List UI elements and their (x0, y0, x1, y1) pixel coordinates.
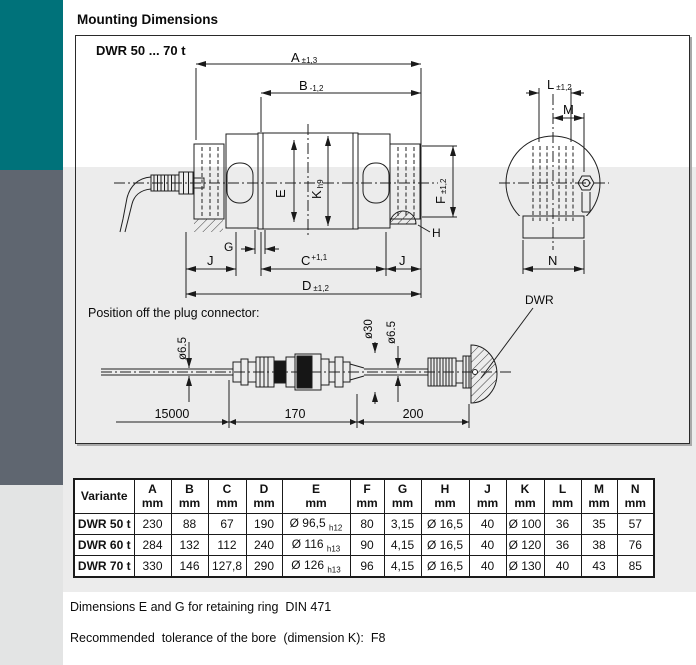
header-label: N (630, 482, 640, 497)
table-row (74, 535, 654, 556)
table-cell: 40 (469, 514, 506, 535)
table-cell: Ø 116 $_{h13}$ (282, 535, 350, 556)
table-cell: 284 (134, 535, 171, 556)
note-bore-tolerance: Recommended tolerance of the bore (dimension K): F8 (70, 631, 386, 645)
table-cell: 127,8 (208, 556, 246, 577)
sidebar-lightgray-block (0, 485, 63, 665)
dim-label-g: G (224, 240, 234, 254)
dim-label-b (299, 78, 324, 93)
header-label: J (484, 482, 491, 497)
col-header-k (506, 479, 544, 514)
dim-l: L (547, 77, 555, 92)
header-unit: mm (624, 495, 646, 510)
header-unit: mm (305, 495, 327, 510)
header-label: C (222, 482, 232, 497)
dim-k: K (309, 190, 324, 199)
side-view (114, 124, 438, 238)
connector-note: Position off the plug connector: (88, 306, 260, 320)
table-cell: 40 (544, 556, 581, 577)
dim-d-tol: ±1,2 (313, 284, 329, 293)
header-unit: mm (216, 495, 238, 510)
table-cell: 230 (134, 514, 171, 535)
table-cell: 57 (617, 514, 654, 535)
table-cell: 190 (246, 514, 282, 535)
dim-plug-length: 170 (284, 407, 306, 421)
header-unit: mm (391, 495, 414, 510)
table-cell: 90 (350, 535, 384, 556)
header-unit: mm (476, 495, 499, 510)
table-cell: 290 (246, 556, 282, 577)
dim-label-c (301, 253, 328, 268)
header-label: M (594, 482, 604, 497)
table-cell: 40 (469, 535, 506, 556)
device-label: DWR (525, 293, 554, 307)
header-label: D (259, 482, 269, 497)
table-cell: 76 (617, 535, 654, 556)
header-unit: mm (253, 495, 275, 510)
drawing-frame (75, 35, 690, 444)
dim-label-f (433, 178, 448, 204)
table-cell: 330 (134, 556, 171, 577)
variant-cell: DWR 70 t (74, 556, 134, 577)
header-unit: mm (141, 495, 164, 510)
table-cell: 4,15 (384, 535, 421, 556)
header-label: F (363, 482, 371, 497)
table-cell: 88 (171, 514, 208, 535)
table-cell: Ø 96,5 $_{h12}$ (282, 514, 350, 535)
dim-plug-dia: ø30 (363, 319, 375, 339)
sidebar-gray-block (0, 170, 63, 485)
table-cell: 96 (350, 556, 384, 577)
dim-label-k (309, 179, 325, 199)
drawing-title: DWR 50 ... 70 t (96, 43, 186, 58)
table-cell: 4,15 (384, 556, 421, 577)
variant-cell: DWR 60 t (74, 535, 134, 556)
col-header-b (171, 479, 208, 514)
table-cell: 36 (544, 514, 581, 535)
dim-c-tol: +1,1 (311, 253, 328, 262)
page-title: Mounting Dimensions (77, 12, 218, 27)
dim-label-j-left: J (207, 253, 214, 268)
dim-l-tol: ±1,2 (556, 83, 572, 92)
dimensions-table (73, 478, 655, 578)
dim-cable-dia: ø6.5 (177, 336, 189, 360)
header-label: E (311, 482, 320, 497)
table-cell: 80 (350, 514, 384, 535)
dim-label-l (547, 77, 572, 92)
header-unit: mm (514, 495, 536, 510)
dim-a: A (291, 50, 300, 65)
table-cell: 240 (246, 535, 282, 556)
dim-d: D (302, 278, 312, 293)
table-cell: 38 (581, 535, 617, 556)
dimensions-table-body (74, 514, 654, 577)
col-header-h (421, 479, 469, 514)
dim-cable-length: 15000 (154, 407, 190, 421)
header-label: G (397, 482, 408, 497)
dim-cable-dia2: ø6.5 (386, 320, 398, 344)
table-cell: Ø 16,5 (421, 514, 469, 535)
col-header-e (282, 479, 350, 514)
table-cell: Ø 16,5 (421, 556, 469, 577)
table-row (74, 556, 654, 577)
dim-f-tol: ±1,2 (439, 178, 448, 195)
table-cell: 36 (544, 535, 581, 556)
table-cell: Ø 130 (506, 556, 544, 577)
dim-label-h: H (432, 226, 441, 240)
col-header-variante (74, 479, 134, 514)
col-header-j (469, 479, 506, 514)
header-label: A (148, 482, 157, 497)
col-header-d (246, 479, 282, 514)
technical-drawing (76, 36, 689, 443)
variant-cell: DWR 50 t (74, 514, 134, 535)
table-cell: 146 (171, 556, 208, 577)
dim-label-n: N (548, 253, 558, 268)
table-cell: 85 (617, 556, 654, 577)
col-header-g (384, 479, 421, 514)
dim-a-tol: ±1,3 (301, 56, 318, 65)
table-cell: Ø 100 (506, 514, 544, 535)
table-cell: 67 (208, 514, 246, 535)
table-cell: Ø 120 (506, 535, 544, 556)
table-cell: 40 (469, 556, 506, 577)
note-retaining-ring: Dimensions E and G for retaining ring DIN 471 (70, 600, 332, 614)
dim-f: F (433, 196, 448, 204)
table-header-row (74, 479, 654, 514)
end-view (499, 88, 609, 274)
table-row (74, 514, 654, 535)
dim-label-m: M (563, 102, 574, 117)
dim-c: C (301, 253, 311, 268)
header-unit: mm (356, 495, 378, 510)
col-header-c (208, 479, 246, 514)
dim-label-j-right: J (399, 253, 406, 268)
dim-k-tol: h9 (316, 179, 325, 189)
header-label: Variante (80, 488, 128, 503)
header-label: H (440, 482, 450, 497)
dim-b-tol: -1,2 (309, 84, 324, 93)
col-header-l (544, 479, 581, 514)
table-cell: 3,15 (384, 514, 421, 535)
col-header-a (134, 479, 171, 514)
col-header-m (581, 479, 617, 514)
dim-label-e: E (273, 189, 288, 198)
dim-b: B (299, 78, 308, 93)
header-label: K (520, 482, 530, 497)
header-unit: mm (588, 495, 610, 510)
table-cell: 35 (581, 514, 617, 535)
col-header-n (617, 479, 654, 514)
header-label: L (558, 482, 567, 497)
table-cell: Ø 16,5 (421, 535, 469, 556)
table-cell: 132 (171, 535, 208, 556)
table-cell: Ø 126 $_{h13}$ (282, 556, 350, 577)
dim-label-a (291, 50, 318, 65)
dim-label-d (302, 278, 329, 293)
header-unit: mm (178, 495, 201, 510)
table-cell: 43 (581, 556, 617, 577)
table-cell: 112 (208, 535, 246, 556)
header-unit: mm (551, 495, 574, 510)
dim-conduit-length: 200 (402, 407, 424, 421)
sidebar-teal-block (0, 0, 63, 170)
header-unit: mm (434, 495, 456, 510)
header-label: B (185, 482, 194, 497)
col-header-f (350, 479, 384, 514)
